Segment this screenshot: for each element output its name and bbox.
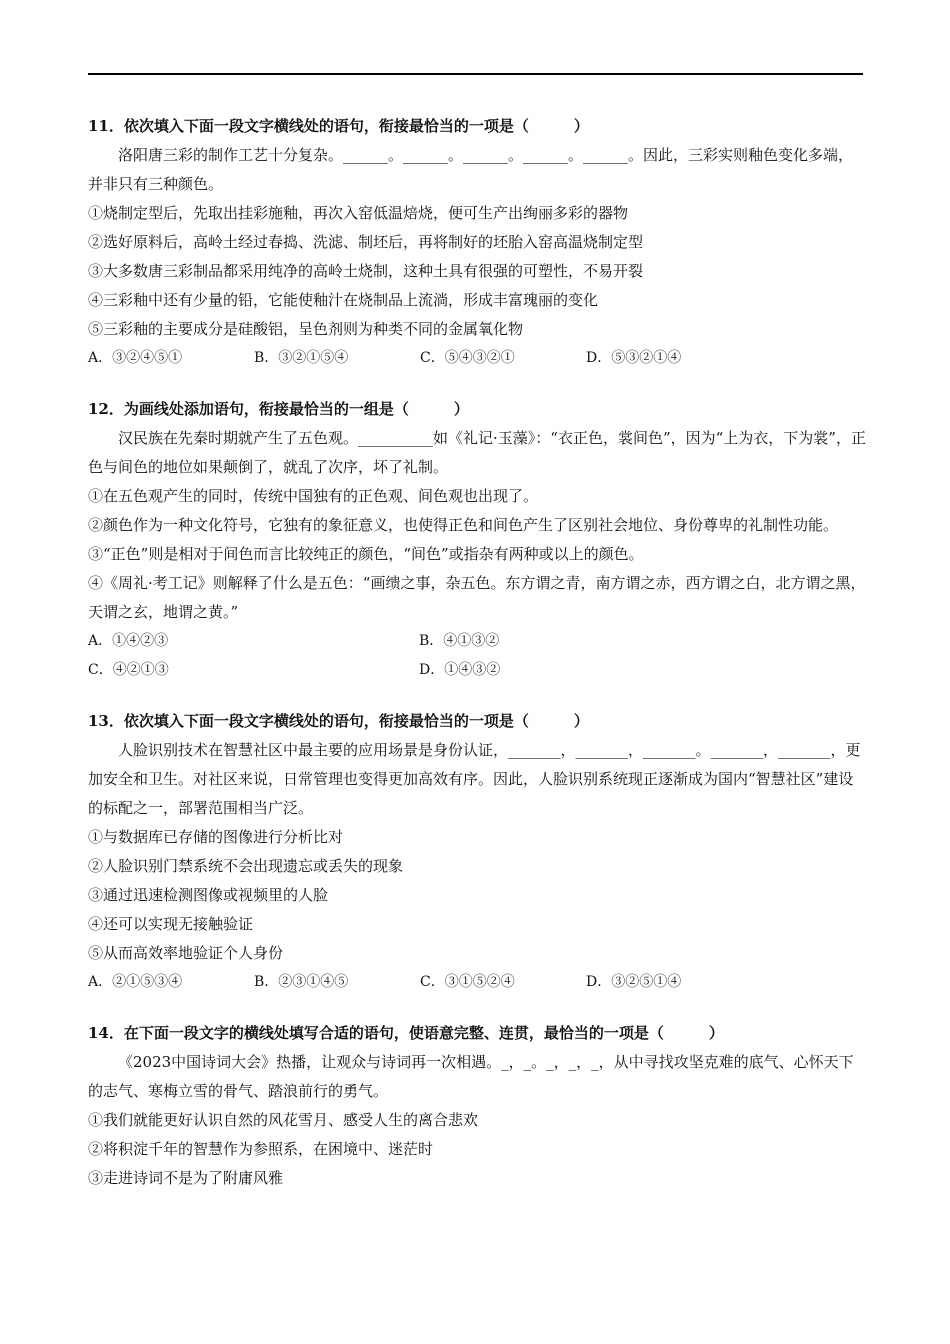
question-title: 11．依次填入下面一段文字横线处的语句，衔接最恰当的一项是（ ） — [88, 117, 589, 135]
answer-choice-a[interactable]: A．③②④⑤① — [88, 350, 183, 366]
option-item: ⑤三彩釉的主要成分是硅酸铝，呈色剂则为种类不同的金属氧化物 — [88, 320, 524, 338]
option-item: ④三彩釉中还有少量的铅，它能使釉汁在烧制品上流淌，形成丰富瑰丽的变化 — [88, 291, 599, 309]
option-item: ②人脸识别门禁系统不会出现遗忘或丢失的现象 — [88, 857, 404, 875]
answer-choice-d[interactable]: D．⑤③②①④ — [586, 350, 682, 366]
question-14 — [88, 1019, 866, 1193]
option-item: ①与数据库已存储的图像进行分析比对 — [88, 828, 344, 846]
header-rule — [88, 73, 863, 75]
question-11 — [88, 112, 866, 373]
question-stem: 《2023中国诗词大会》热播，让观众与诗词再一次相遇。_，_。_，_，_，从中寻找攻坚克难的底气、心怀天下的志气、寒梅立雪的骨气、踏浪前行的勇气。 — [88, 1053, 854, 1100]
answer-choice-d[interactable]: D．①④③② — [419, 662, 501, 678]
answer-choice-b[interactable]: B．④①③② — [419, 633, 500, 649]
option-item: ③通过迅速检测图像或视频里的人脸 — [88, 886, 329, 904]
question-12 — [88, 395, 866, 685]
option-item: ②选好原料后，高岭土经过春捣、洗滤、制坯后，再将制好的坯胎入窑高温烧制定型 — [88, 233, 644, 251]
option-item: ⑤从而高效率地验证个人身份 — [88, 944, 284, 962]
option-item: ①烧制定型后，先取出挂彩施釉，再次入窑低温焙烧，便可生产出绚丽多彩的器物 — [88, 204, 629, 222]
answer-choice-b[interactable]: B．③②①⑤④ — [254, 350, 349, 366]
question-stem: 汉民族在先秦时期就产生了五色观。__________如《礼记·玉藻》：“衣正色，裳间色”，因为“上为衣，下为裳”，正色与间色的地位如果颠倒了，就乱了次序，坏了礼制。 — [88, 429, 866, 476]
option-item: ①在五色观产生的同时，传统中国独有的正色观、间色观也出现了。 — [88, 487, 539, 505]
answer-choice-d[interactable]: D．③②⑤①④ — [586, 974, 682, 990]
answer-choices — [88, 968, 866, 997]
option-item: ③走进诗词不是为了附庸风雅 — [88, 1169, 284, 1187]
answer-choice-a[interactable]: A．①④②③ — [88, 633, 169, 649]
option-item: ③“正色”则是相对于间色而言比较纯正的颜色，“间色”或指杂有两种或以上的颜色。 — [88, 545, 644, 563]
answer-choices — [88, 344, 866, 373]
question-title: 13．依次填入下面一段文字横线处的语句，衔接最恰当的一项是（ ） — [88, 712, 589, 730]
answer-choice-c[interactable]: C．④②①③ — [88, 662, 169, 678]
question-stem: 人脸识别技术在智慧社区中最主要的应用场景是身份认证，_______，_______，_______。_______，_______，更加安全和卫生。对社区来说，日常管理也变得更加高效有序。因此，人脸识别系统现正逐渐成为国内“智慧社区”建设的标配之一，部署范围相当广泛。 — [88, 741, 861, 817]
option-item: ③大多数唐三彩制品都采用纯净的高岭土烧制，这种土具有很强的可塑性，不易开裂 — [88, 262, 644, 280]
document-page — [88, 112, 866, 1215]
option-item: ②将积淀千年的智慧作为参照系，在困境中、迷茫时 — [88, 1140, 434, 1158]
answer-choices — [88, 627, 866, 685]
question-stem: 洛阳唐三彩的制作工艺十分复杂。______。______。______。______。______。因此，三彩实则釉色变化多端，并非只有三种颜色。 — [88, 146, 854, 193]
answer-choice-c[interactable]: C．③①⑤②④ — [420, 974, 515, 990]
question-title: 14．在下面一段文字的横线处填写合适的语句，使语意完整、连贯，最恰当的一项是（ ） — [88, 1024, 724, 1042]
question-title: 12．为画线处添加语句，衔接最恰当的一组是（ ） — [88, 400, 469, 418]
answer-choice-a[interactable]: A．②①⑤③④ — [88, 974, 183, 990]
option-item: ①我们就能更好认识自然的风花雪月、感受人生的离合悲欢 — [88, 1111, 479, 1129]
option-item: ④《周礼·考工记》则解释了什么是五色：“画缋之事，杂五色。东方谓之青，南方谓之赤，西方谓之白，北方谓之黑，天谓之玄，地谓之黄。” — [88, 574, 866, 621]
answer-choice-c[interactable]: C．⑤④③②① — [420, 350, 515, 366]
option-item: ④还可以实现无接触验证 — [88, 915, 254, 933]
option-item: ②颜色作为一种文化符号，它独有的象征意义，也使得正色和间色产生了区别社会地位、身份尊卑的礼制性功能。 — [88, 516, 839, 534]
answer-choice-b[interactable]: B．②③①④⑤ — [254, 974, 349, 990]
question-13 — [88, 707, 866, 997]
